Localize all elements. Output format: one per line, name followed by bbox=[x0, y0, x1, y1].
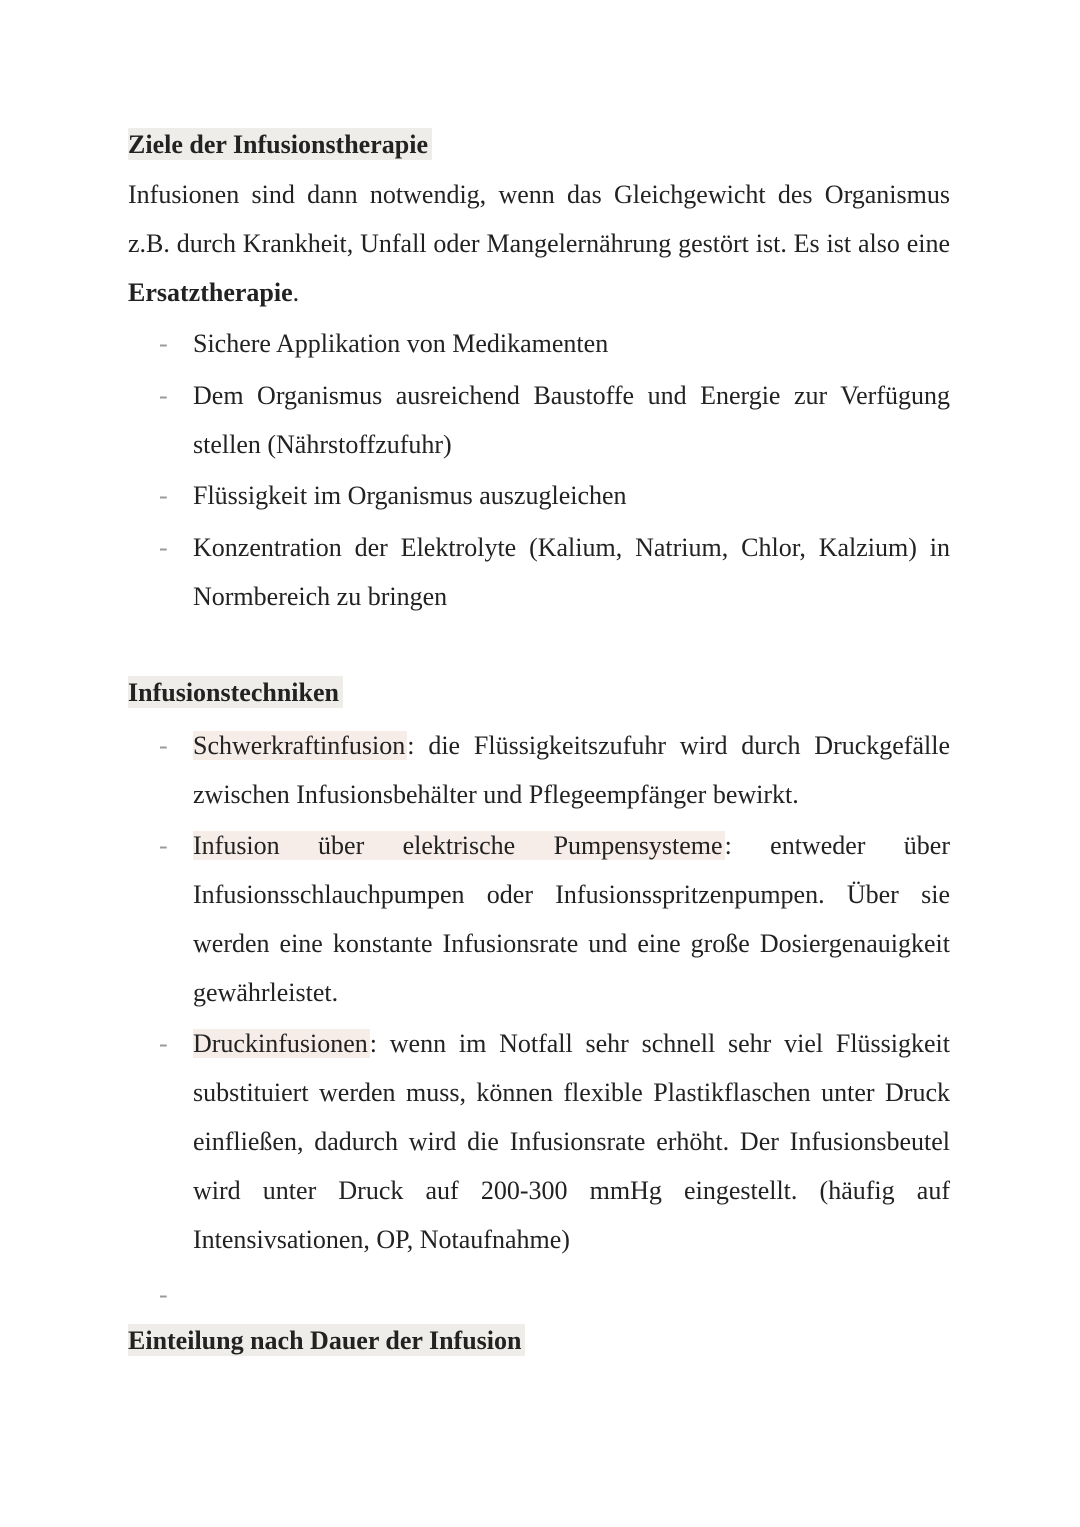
dash-bullet: - bbox=[159, 1280, 168, 1309]
technique-term: Infusion über elektrische Pumpensysteme bbox=[193, 831, 723, 860]
dash-bullet: - bbox=[159, 831, 168, 860]
section-heading-duration: Einteilung nach Dauer der Infusion bbox=[128, 1326, 525, 1356]
dash-bullet: - bbox=[159, 533, 168, 562]
dash-bullet: - bbox=[159, 329, 168, 358]
technique-term: Druckinfusionen bbox=[193, 1029, 368, 1058]
dash-bullet: - bbox=[159, 481, 168, 510]
dash-bullet: - bbox=[159, 731, 168, 760]
section-heading-techniques: Infusionstechniken bbox=[128, 678, 343, 708]
technique-term: Schwerkraftinfusion bbox=[193, 731, 406, 760]
intro-paragraph: Infusionen sind dann notwendig, wenn das Gleichgewicht des Organismus z.B. durch Krankheit, Unfall oder Mangelernährung gestört ist. Es ist also eine Ersatztherapie. bbox=[128, 180, 950, 307]
dash-bullet: - bbox=[159, 381, 168, 410]
intro-bold-term: Ersatztherapie bbox=[128, 278, 293, 307]
document-page: Ziele der Infusionstherapie Infusionen sind dann notwendig, wenn das Gleichgewicht des Organismus z.B. durch Krankheit, Unfall oder Mangelernährung gestört ist. Es ist also eine Ersatztherapie. - Sichere Applikation von Medikamenten - Dem Organismus ausreichend Baustoffe und Energie zur Verfügung stellen (Nährstoffzufuhr) - Flüssigkeit im Organismus auszugleichen - Konzentration der Elektrolyte (Kalium, Natrium, Chlor, Kalzium) in Normbereich zu bringen Infusionstechniken - Schwerkraftinfusion: die Flüssigkeitszufuhr wird durch Druckgefälle zwischen Infusionsbehälter und Pflegeempfänger bewirkt. - Infusion über elektrische Pumpensysteme: entweder über Infusionsschlauchpumpen oder Infusionsspritzenpumpen. Über sie werden eine konstante Infusionsrate und eine große Dosiergenauigkeit gewährleistet. - Druckinfusionen: wenn im Notfall sehr schnell sehr viel Flüssigkeit substituiert werden muss, können flexible Plastikflaschen unter Druck einfließen, dadurch wird die Infusionsrate erhöht. Der Infusionsbeutel wird unter Druck auf 200-300 mmHg eingestellt. (häufig auf Intensivsationen, OP, Notaufnahme) - Einteilung nach Dauer der Infusion bbox=[128, 130, 951, 1355]
dash-bullet: - bbox=[159, 1029, 168, 1058]
section-heading-goals: Ziele der Infusionstherapie bbox=[128, 130, 432, 160]
